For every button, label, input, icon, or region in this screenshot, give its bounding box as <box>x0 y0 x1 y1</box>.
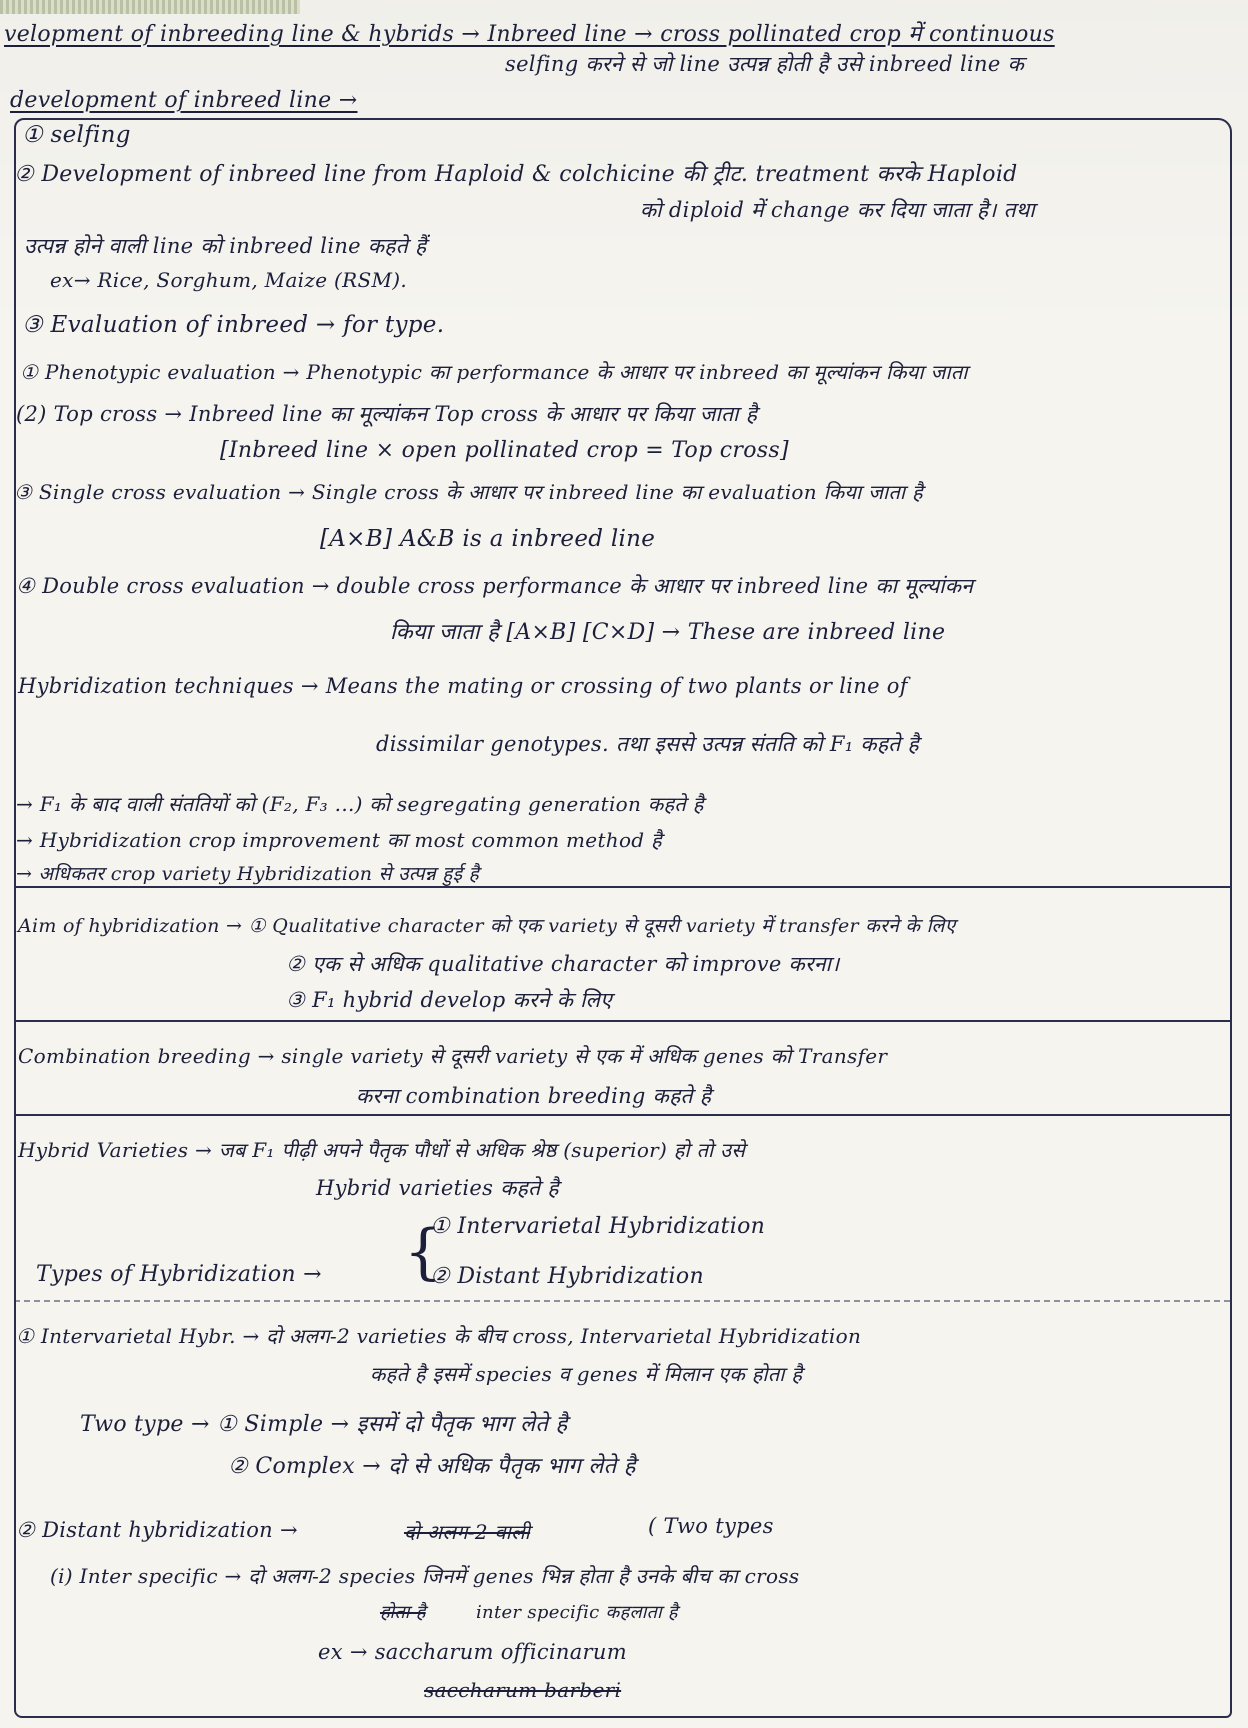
text-aim-2: ② एक से अधिक qualitative character को improve करना। <box>286 952 840 976</box>
text-two-type-simple: Two type → ① Simple → इसमें दो पैतृक भाग लेते है <box>80 1412 568 1437</box>
text-intervarietal-hybr: ① Intervarietal Hybr. → दो अलग-2 varieties के बीच cross, Intervarietal Hybridization <box>16 1324 862 1348</box>
text-intervarietal-hybr-2: कहते है इसमें species व genes में मिलान एक होता है <box>370 1362 803 1386</box>
text-hybrid-varieties-2: Hybrid varieties कहते है <box>316 1176 559 1200</box>
text-double-cross: ④ Double cross evaluation → double cross performance के आधार पर inbreed line का मूल्यांकन <box>16 574 974 598</box>
text-top-cross-formula: [Inbreed line × open pollinated crop = Top cross] <box>220 438 789 463</box>
text-hybrid-varieties: Hybrid Varieties → जब F₁ पीढ़ी अपने पैतृक पौधों से अधिक श्रेष्ठ (superior) हो तो उसे <box>18 1138 746 1162</box>
text-combination-breeding-2: करना combination breeding कहते है <box>356 1084 712 1108</box>
text-inter-specific-2: inter specific कहलाता है <box>476 1602 678 1623</box>
text-complex: ② Complex → दो से अधिक पैतृक भाग लेते है <box>228 1454 636 1479</box>
text-aim-3: ③ F₁ hybrid develop करने के लिए <box>286 988 613 1012</box>
divider-1 <box>14 886 1230 888</box>
list-item-evaluation: ③ Evaluation of inbreed → for type. <box>22 312 445 338</box>
text-dissimilar-genotypes: dissimilar genotypes. तथा इससे उत्पन्न संतति को F₁ कहते है <box>376 732 919 756</box>
text-single-cross: ③ Single cross evaluation → Single cross के आधार पर inbreed line का evaluation किया जाता है <box>14 480 923 504</box>
brace-icon: { <box>404 1217 443 1287</box>
text-two-types: ( Two types <box>648 1514 774 1538</box>
list-item-selfing: ① selfing <box>22 122 131 148</box>
text-inter-specific: (i) Inter specific → दो अलग-2 species जिनमें genes भिन्न होता है उनके बीच का cross <box>50 1564 800 1588</box>
top-edge-strip <box>0 0 300 14</box>
text-inbreed-line: उत्पन्न होने वाली line को inbreed line कहते हैं <box>24 234 427 258</box>
text-type-distant: ② Distant Hybridization <box>430 1264 704 1289</box>
text-segregating: → F₁ के बाद वाली संततियों को (F₂, F₃ ...) को segregating generation कहते है <box>16 792 704 816</box>
text-aim-hybridization: Aim of hybridization → ① Qualitative character को एक variety से दूसरी variety में transfer करने के लिए <box>18 915 956 937</box>
struck-text-1: दो अलग-2 वाली <box>404 1520 531 1544</box>
text-combination-breeding: Combination breeding → single variety से दूसरी variety से एक में अधिक genes को Transfer <box>18 1044 888 1068</box>
list-item-haploid: ② Development of inbreed line from Haploid & colchicine की ट्रीट. treatment करके Haploid <box>14 162 1018 187</box>
text-top-cross: (2) Top cross → Inbreed line का मूल्यांकन Top cross के आधार पर किया जाता है <box>16 402 758 426</box>
struck-text-2: होता है <box>380 1602 426 1623</box>
text-single-cross-formula: [A×B] A&B is a inbreed line <box>320 526 656 552</box>
text-saccharum-barberi: saccharum barberi <box>424 1678 622 1702</box>
text-crop-variety: → अधिकतर crop variety Hybridization से उत्पन्न हुई है <box>16 863 480 885</box>
divider-3 <box>14 1114 1230 1116</box>
divider-4 <box>14 1300 1230 1302</box>
text-type-intervarietal: ① Intervarietal Hybridization <box>430 1214 766 1239</box>
text-example-saccharum: ex → saccharum officinarum <box>318 1640 627 1664</box>
text-types-of-hybridization: Types of Hybridization → <box>36 1262 322 1287</box>
text-double-cross-formula: किया जाता है [A×B] [C×D] → These are inbreed line <box>390 620 946 645</box>
text-hybridization-techniques: Hybridization techniques → Means the mating or crossing of two plants or line of <box>18 674 908 698</box>
divider-2 <box>14 1020 1230 1022</box>
text-line-2: selfing करने से जो line उत्पन्न होती है उसे inbreed line क <box>505 52 1025 76</box>
text-common-method: → Hybridization crop improvement का most common method है <box>16 828 662 852</box>
subheading-development: development of inbreed line → <box>10 88 358 113</box>
heading-line-1: velopment of inbreeding line & hybrids → Inbreed line → cross pollinated crop में continuous <box>4 22 1055 47</box>
text-diploid: को diploid में change कर दिया जाता है। तथा <box>640 198 1036 222</box>
text-phenotypic: ① Phenotypic evaluation → Phenotypic का performance के आधार पर inbreed का मूल्यांकन किया जाता <box>20 360 968 384</box>
text-example-rsm: ex→ Rice, Sorghum, Maize (RSM). <box>50 268 408 292</box>
text-distant-hybridization: ② Distant hybridization → <box>16 1518 298 1542</box>
